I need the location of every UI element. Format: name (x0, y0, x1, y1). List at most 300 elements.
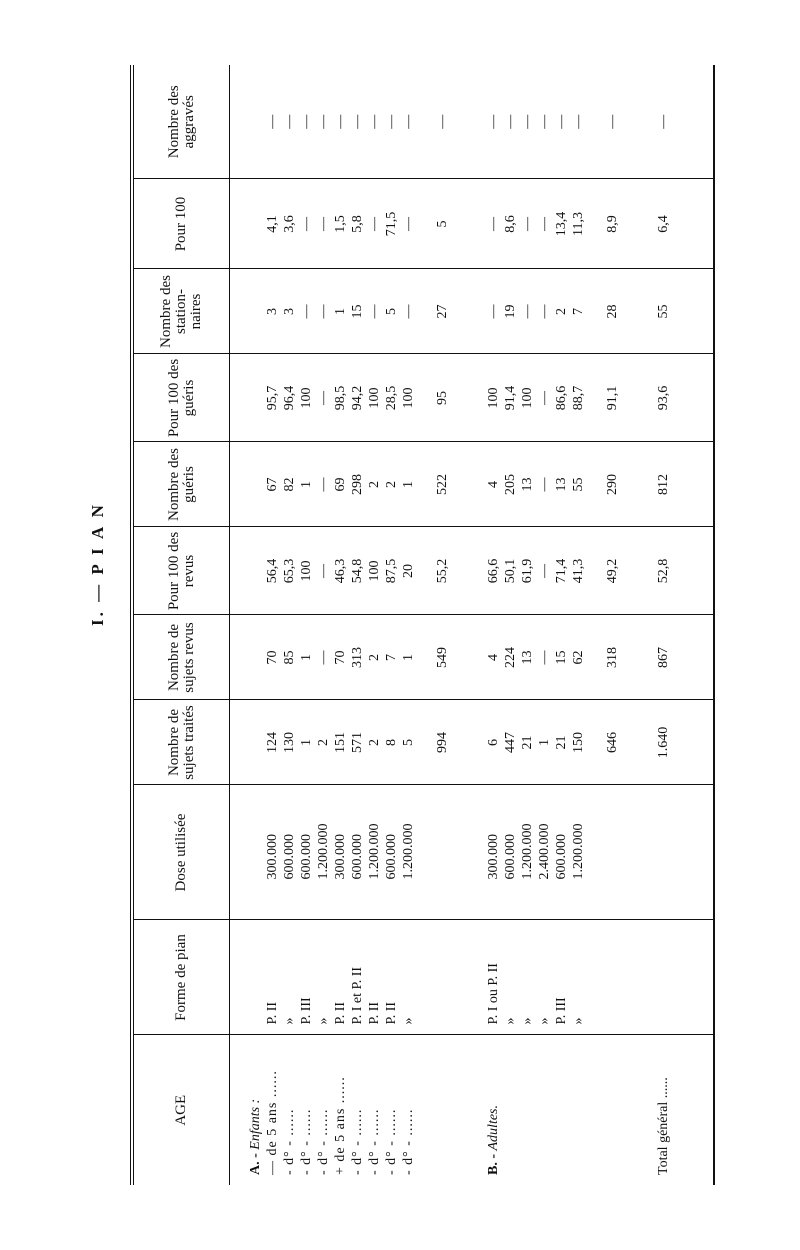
spacer (451, 701, 468, 785)
gueris-cell: — (316, 477, 331, 492)
spacer (638, 701, 655, 785)
page-title: I. — P I A N (88, 502, 107, 626)
stat-cell: — (367, 304, 382, 319)
enfants-total-revus: 549 (435, 647, 450, 668)
spacer (655, 921, 672, 1035)
pct_revus-cell: 20 (401, 564, 416, 578)
pct_stat-cell: — (367, 217, 382, 231)
total-general-revus: 867 (656, 647, 671, 668)
spacer (230, 921, 247, 1035)
forme-cell: P. I et P. II (350, 966, 365, 1025)
spacer (587, 270, 604, 354)
gueris-cell: 69 (333, 477, 348, 492)
revus-cell: 1 (299, 654, 314, 661)
traites-cell: 2 (367, 739, 382, 746)
pct-gueris-column (230, 354, 715, 442)
section-italic: Adultes. (486, 1105, 501, 1151)
forme-cell: » (401, 1017, 416, 1025)
dose-cell: 600.000 (299, 834, 314, 880)
spacer (587, 616, 604, 700)
aggr-cell: — (486, 114, 501, 129)
forme-cell: » (571, 1017, 586, 1025)
stat-cell: 7 (571, 308, 586, 315)
spacer (230, 355, 247, 442)
spacer (247, 65, 264, 179)
aggr-cell: — (367, 114, 382, 129)
spacer (230, 65, 247, 179)
header-aggraves: Nombre des aggravés (132, 65, 230, 179)
adultes-total-stat: 28 (605, 304, 620, 319)
spacer (247, 270, 264, 354)
spacer (587, 443, 604, 527)
traites-column (230, 700, 715, 785)
traites-cell: 1 (299, 739, 314, 746)
pct_gueris-cell: 96,4 (282, 385, 297, 411)
header-traites: Nombre de sujets traités (132, 700, 230, 785)
revus-cell: 85 (282, 650, 297, 665)
header-age: AGE (132, 1035, 230, 1185)
forme-cell: P. III (299, 997, 314, 1025)
gueris-cell: 2 (367, 481, 382, 488)
traites-cell: 124 (265, 732, 280, 753)
pct_revus-cell: 66,6 (486, 558, 501, 584)
forme-cell: P. II (265, 1001, 280, 1025)
enfants-total-pct_revus: 55,2 (435, 558, 450, 584)
dose-cell: 1.200.000 (401, 823, 416, 880)
spacer (247, 443, 264, 527)
spacer (638, 528, 655, 615)
total-general-stat: 55 (656, 304, 671, 319)
revus-cell: 13 (520, 650, 535, 665)
spacer (434, 1036, 451, 1186)
spacer (247, 528, 264, 615)
revus-cell: — (537, 650, 552, 665)
gueris-cell: 13 (520, 477, 535, 492)
aggr-cell: — (554, 114, 569, 129)
spacer (655, 786, 672, 920)
revus-cell: 2 (367, 654, 382, 661)
pct_revus-cell: 100 (367, 560, 382, 582)
forme-cell: P. II (384, 1001, 399, 1025)
stat-cell: — (401, 304, 416, 319)
spacer (621, 355, 638, 442)
spacer (587, 701, 604, 785)
dose-cell: 600.000 (384, 834, 399, 880)
traites-cell: 130 (282, 732, 297, 753)
revus-column (230, 615, 715, 700)
pct_gueris-cell: 91,4 (503, 385, 518, 411)
dose-cell: 1.200.000 (520, 823, 535, 880)
adultes-total-pct_stat: 8,9 (605, 215, 620, 233)
forme-cell: P. III (554, 997, 569, 1025)
spacer (417, 701, 434, 785)
spacer (417, 921, 434, 1035)
aggraves-column (230, 65, 715, 179)
pct-revus-column (230, 527, 715, 615)
pct_stat-cell: 11,3 (571, 212, 586, 236)
revus-cell: 70 (265, 650, 280, 665)
traites-cell: 447 (503, 732, 518, 753)
enfants-total-aggr: — (435, 114, 450, 129)
enfants-total-traites: 994 (435, 732, 450, 753)
forme-cell: » (537, 1017, 552, 1025)
spacer (417, 65, 434, 179)
revus-cell: — (316, 650, 331, 665)
spacer (604, 786, 621, 920)
header-dose: Dose utilisée (132, 785, 230, 920)
spacer (604, 1036, 621, 1186)
forme-cell: P. II (333, 1001, 348, 1025)
pct_revus-cell: 56,4 (265, 558, 280, 584)
adultes-total-aggr: — (605, 114, 620, 129)
pct_revus-cell: — (537, 564, 552, 578)
spacer (638, 355, 655, 442)
spacer (451, 270, 468, 354)
spacer (230, 616, 247, 700)
spacer (638, 786, 655, 920)
pct_stat-cell: 71,5 (384, 211, 399, 237)
stationnaires-column (230, 269, 715, 354)
age-cell: - d° - ...... (316, 1108, 331, 1175)
spacer (451, 355, 468, 442)
pct_revus-cell: 100 (299, 560, 314, 582)
section-title-enfants (247, 1036, 264, 1186)
spacer (587, 1036, 604, 1186)
aggr-cell: — (299, 114, 314, 129)
age-column (230, 1035, 715, 1185)
spacer (417, 786, 434, 920)
spacer (451, 786, 468, 920)
stat-cell: 15 (350, 304, 365, 319)
pct_stat-cell: 3,6 (282, 215, 297, 233)
pct_revus-cell: 61,9 (520, 558, 535, 584)
revus-cell: 7 (384, 654, 399, 661)
pct_stat-cell: — (537, 217, 552, 231)
header-stationnaires: Nombre des station- naires (132, 269, 230, 354)
spacer (587, 355, 604, 442)
aggr-cell: — (503, 114, 518, 129)
pct_gueris-cell: 100 (401, 387, 416, 409)
gueris-cell: 82 (282, 477, 297, 492)
spacer (468, 443, 485, 527)
spacer (451, 1036, 468, 1186)
spacer (230, 528, 247, 615)
pct_gueris-cell: 100 (299, 387, 314, 409)
stat-cell: — (486, 304, 501, 319)
pct-stat-column (230, 179, 715, 269)
header-row (132, 65, 230, 1185)
spacer (247, 701, 264, 785)
age-cell: - d° - ...... (350, 1108, 365, 1175)
total-general-pct_revus: 52,8 (656, 558, 671, 584)
spacer (587, 921, 604, 1035)
dose-cell: 600.000 (503, 834, 518, 880)
pct_gueris-cell: 94,2 (350, 385, 365, 411)
spacer (417, 355, 434, 442)
spacer (247, 786, 264, 920)
header-gueris: Nombre des guéris (132, 442, 230, 527)
dose-cell: 300.000 (486, 834, 501, 880)
adultes-total-pct_gueris: 91,1 (605, 385, 620, 411)
spacer (587, 528, 604, 615)
gueris-cell: — (537, 477, 552, 492)
spacer (468, 701, 485, 785)
spacer (451, 180, 468, 269)
spacer (621, 616, 638, 700)
spacer (451, 528, 468, 615)
spacer (587, 65, 604, 179)
traites-cell: 21 (554, 735, 569, 750)
spacer (468, 65, 485, 179)
spacer (519, 1036, 536, 1186)
header-revus: Nombre de sujets revus (132, 615, 230, 700)
spacer (230, 180, 247, 269)
total-general-label: Total général ...... (656, 1077, 671, 1175)
revus-cell: 62 (571, 650, 586, 665)
forme-column (230, 920, 715, 1035)
pct_stat-cell: 13,4 (554, 211, 569, 237)
total-general-gueris: 812 (656, 474, 671, 495)
section-italic: Enfants : (248, 1098, 263, 1150)
gueris-cell: 4 (486, 481, 501, 488)
pct_gueris-cell: 100 (486, 387, 501, 409)
spacer (247, 180, 264, 269)
pct_revus-cell: 54,8 (350, 558, 365, 584)
spacer (621, 528, 638, 615)
spacer (230, 701, 247, 785)
total-general-traites: 1.640 (656, 726, 671, 759)
aggr-cell: — (571, 114, 586, 129)
aggr-cell: — (265, 114, 280, 129)
revus-cell: 4 (486, 654, 501, 661)
age-cell: + de 5 ans ...... (333, 1076, 348, 1175)
spacer (451, 616, 468, 700)
dose-column (230, 785, 715, 920)
pct_stat-cell: — (299, 217, 314, 231)
gueris-cell: 55 (571, 477, 586, 492)
spacer (417, 270, 434, 354)
pct_gueris-cell: 86,6 (554, 385, 569, 411)
header-pct-gueris: Pour 100 des guéris (132, 354, 230, 442)
spacer (417, 1036, 434, 1186)
spacer (434, 786, 451, 920)
revus-cell: 1 (401, 654, 416, 661)
spacer (468, 180, 485, 269)
pct_revus-cell: 46,3 (333, 558, 348, 584)
adultes-total-gueris: 290 (605, 474, 620, 495)
total-general-pct_stat: 6,4 (656, 215, 671, 233)
total-general-aggr: — (656, 114, 671, 129)
stat-cell: 1 (333, 308, 348, 315)
dose-cell: 600.000 (350, 834, 365, 880)
spacer (468, 528, 485, 615)
spacer (587, 786, 604, 920)
forme-cell: P. I ou P. II (486, 963, 501, 1025)
traites-cell: 571 (350, 732, 365, 753)
age-cell: - d° - ...... (299, 1108, 314, 1175)
spacer (604, 921, 621, 1035)
spacer (621, 921, 638, 1035)
dose-cell: 1.200.000 (367, 823, 382, 880)
pct_revus-cell: 65,3 (282, 558, 297, 584)
age-cell: — de 5 ans ...... (265, 1070, 280, 1175)
spacer (638, 180, 655, 269)
header-forme: Forme de pian (132, 920, 230, 1035)
aggr-cell: — (350, 114, 365, 129)
dose-cell: 300.000 (265, 834, 280, 880)
revus-cell: 313 (350, 647, 365, 668)
rotated-table-container (130, 65, 715, 1185)
spacer (638, 270, 655, 354)
pct_stat-cell: — (316, 217, 331, 231)
traites-cell: 21 (520, 735, 535, 750)
stat-cell: 3 (265, 308, 280, 315)
forme-cell: P. II (367, 1001, 382, 1025)
table-body-row (230, 65, 715, 1185)
spacer (621, 1036, 638, 1186)
adultes-total-pct_revus: 49,2 (605, 558, 620, 584)
spacer (230, 1036, 247, 1186)
aggr-cell: — (401, 114, 416, 129)
spacer (638, 1036, 655, 1186)
spacer (621, 180, 638, 269)
pct_gueris-cell: 98,5 (333, 385, 348, 411)
forme-cell: » (282, 1017, 297, 1025)
stat-cell: — (537, 304, 552, 319)
gueris-column (230, 442, 715, 527)
gueris-cell: 67 (265, 477, 280, 492)
pct_gueris-cell: 100 (367, 387, 382, 409)
pct_stat-cell: 8,6 (503, 215, 518, 233)
dose-cell: 2.400.000 (537, 823, 552, 880)
traites-cell: 8 (384, 739, 399, 746)
aggr-cell: — (282, 114, 297, 129)
spacer (621, 65, 638, 179)
spacer (536, 1036, 553, 1186)
gueris-cell: 1 (401, 481, 416, 488)
dose-cell: 600.000 (282, 834, 297, 880)
forme-cell: » (316, 1017, 331, 1025)
age-cell: - d° - ...... (367, 1108, 382, 1175)
spacer (468, 270, 485, 354)
enfants-total-stat: 27 (435, 304, 450, 319)
spacer (230, 443, 247, 527)
spacer (621, 443, 638, 527)
spacer (468, 786, 485, 920)
dose-cell: 1.200.000 (571, 823, 586, 880)
spacer (417, 180, 434, 269)
spacer (468, 921, 485, 1035)
spacer (638, 616, 655, 700)
pct_gueris-cell: 88,7 (571, 385, 586, 411)
stat-cell: — (316, 304, 331, 319)
age-cell: - d° - ...... (401, 1108, 416, 1175)
section-title-adultes (485, 1036, 502, 1186)
aggr-cell: — (316, 114, 331, 129)
spacer (451, 921, 468, 1035)
traites-cell: 2 (316, 739, 331, 746)
revus-cell: 224 (503, 647, 518, 668)
aggr-cell: — (520, 114, 535, 129)
stat-cell: 2 (554, 308, 569, 315)
pian-results-table (130, 65, 715, 1185)
spacer (621, 270, 638, 354)
dose-cell: 600.000 (554, 834, 569, 880)
spacer (230, 270, 247, 354)
spacer (451, 443, 468, 527)
pct_gueris-cell: 100 (520, 387, 535, 409)
spacer (621, 786, 638, 920)
dose-cell: 300.000 (333, 834, 348, 880)
spacer (468, 355, 485, 442)
spacer (417, 443, 434, 527)
age-cell: - d° - ...... (384, 1108, 399, 1175)
gueris-cell: 298 (350, 474, 365, 495)
spacer (468, 1036, 485, 1186)
total-general-pct_gueris: 93,6 (656, 385, 671, 411)
enfants-total-pct_stat: 5 (435, 220, 450, 228)
spacer (247, 921, 264, 1035)
traites-cell: 1 (537, 739, 552, 746)
header-pct-stat: Pour 100 (132, 179, 230, 269)
spacer (553, 1036, 570, 1186)
aggr-cell: — (333, 114, 348, 129)
pct_stat-cell: — (520, 217, 535, 231)
stat-cell: 19 (503, 304, 518, 319)
age-cell: - d° - ...... (282, 1108, 297, 1175)
pct_stat-cell: 4,1 (265, 215, 280, 233)
spacer (451, 65, 468, 179)
gueris-cell: 1 (299, 481, 314, 488)
adultes-total-revus: 318 (605, 647, 620, 668)
traites-cell: 151 (333, 732, 348, 753)
stat-cell: 5 (384, 308, 399, 315)
spacer (230, 786, 247, 920)
spacer (434, 921, 451, 1035)
pct_gueris-cell: 28,5 (384, 385, 399, 411)
pct_revus-cell: 41,3 (571, 558, 586, 584)
spacer (570, 1036, 587, 1186)
gueris-cell: 2 (384, 481, 399, 488)
spacer (621, 701, 638, 785)
adultes-total-traites: 646 (605, 732, 620, 753)
spacer (417, 528, 434, 615)
section-label: A. - (248, 1149, 263, 1175)
aggr-cell: — (537, 114, 552, 129)
revus-cell: 15 (554, 650, 569, 665)
forme-cell: » (503, 1017, 518, 1025)
spacer (247, 616, 264, 700)
spacer (638, 921, 655, 1035)
spacer (587, 180, 604, 269)
stat-cell: — (299, 304, 314, 319)
gueris-cell: 205 (503, 474, 518, 495)
pct_revus-cell: 50,1 (503, 558, 518, 584)
spacer (502, 1036, 519, 1186)
forme-cell: » (520, 1017, 535, 1025)
pct_gueris-cell: — (316, 391, 331, 405)
pct_stat-cell: — (486, 217, 501, 231)
pct_stat-cell: 1,5 (333, 215, 348, 233)
revus-cell: 70 (333, 650, 348, 665)
aggr-cell: — (384, 114, 399, 129)
traites-cell: 6 (486, 739, 501, 746)
stat-cell: 3 (282, 308, 297, 315)
enfants-total-pct_gueris: 95 (435, 391, 450, 405)
pct_gueris-cell: — (537, 391, 552, 405)
spacer (247, 355, 264, 442)
spacer (468, 616, 485, 700)
